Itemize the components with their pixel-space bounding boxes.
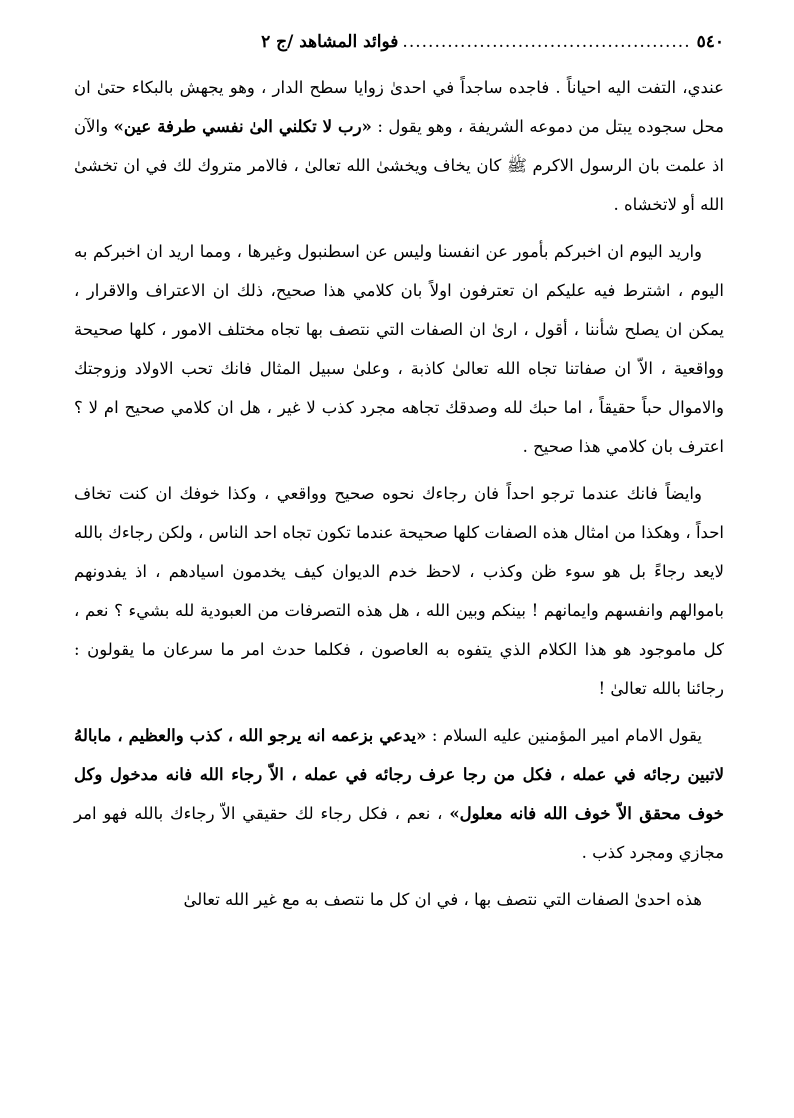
- text-run: والآن اذ علمت بان الرسول الاكرم ﷺ كان يخاف ويخشىٰ الله تعالىٰ ، فالامر متروك لك في ان تخشىٰ الله أو لاتخشاه .: [74, 117, 724, 214]
- text-run: واريد اليوم ان اخبركم بأمور عن انفسنا وليس عن اسطنبول وغيرها ، ومما اريد ان اخبركم به اليوم ، اشترط فيه عليكم ان تعترفون اولاً بان كلامي هذا صحيح، ذلك ان الاعتراف والاقرار ، يمكن ان يصلح شأننا ، أقول ، ارىٰ ان الصفات التي نتصف بها تجاه مختلف الامور ، كلها صحيحة وواقعية ، الاّ ان صفاتنا تجاه الله تعالىٰ كاذبة ، وعلىٰ سبيل المثال فانك تحب الاولاد وزوجتك والاموال حباً حقيقاً ، اما حبك لله وصدقك تجاهه مجرد كذب لا غير ، هل ان كلامي صحيح ام لا ؟ اعترف بان كلامي هذا صحيح .: [74, 242, 724, 456]
- text-run: يقول الامام امير المؤمنين عليه السلام :: [426, 726, 702, 745]
- running-head: [74, 24, 724, 60]
- body-text: [74, 68, 724, 919]
- paragraph: [74, 474, 724, 708]
- book-title: فوائد المشاهد /ج ٢: [261, 32, 399, 52]
- text-run: هذه احدىٰ الصفات التي نتصف بها ، في ان كل ما نتصف به مع غير الله تعالىٰ: [183, 890, 702, 909]
- page-number: ٥٤٠: [696, 32, 724, 52]
- quotation: «يدعي بزعمه انه يرجو الله ، كذب والعظيم ، مابالهُ لاتبين رجائه في عمله ، فكل من رجا عرف رجائه في عمله ، الاّ رجاء الله فانه مدخول وكل خوف محقق الاّ خوف الله فانه معلول»: [74, 726, 724, 823]
- text-run: عندي، التفت اليه احياناً . فاجده ساجداً في احدىٰ زوايا سطح الدار ، وهو يجهش بالبكاء حتىٰ ان محل سجوده يبتل من دموعه الشريفة ، وهو يقول :: [74, 78, 725, 136]
- paragraph: [74, 232, 724, 466]
- text-run: ، نعم ، فكل رجاء لك حقيقي الاّ رجاءك بالله فهو امر مجازي ومجرد كذب .: [74, 804, 724, 862]
- paragraph: [74, 716, 724, 872]
- quotation: «رب لا تكلني الىٰ نفسي طرفة عين»: [113, 117, 372, 136]
- text-run: وايضاً فانك عندما ترجو احداً فان رجاءك نحوه صحيح وواقعي ، وكذا خوفك ان كنت تخاف احداً ، وهكذا من امثال هذه الصفات كلها صحيحة عندما تكون تجاه احد الناس ، ولكن رجاءك بالله لايعد رجاءً بل هو سوء ظن وكذب ، لاحظ خدم الديوان كيف يخدمون اسيادهم ، اذ يفدونهم باموالهم وانفسهم وايمانهم ! بينكم وبين الله ، هل هذه التصرفات من العبودية لله بشيء ؟ نعم ، كل ماموجود هو هذا الكلام الذي يتفوه به العاصون ، فكلما حدث امر ما سرعان ما يقولون : رجائنا بالله تعالىٰ !: [74, 484, 724, 698]
- paragraph: [74, 68, 724, 224]
- leader-dots: .............................................: [402, 32, 691, 52]
- paragraph: [74, 880, 724, 919]
